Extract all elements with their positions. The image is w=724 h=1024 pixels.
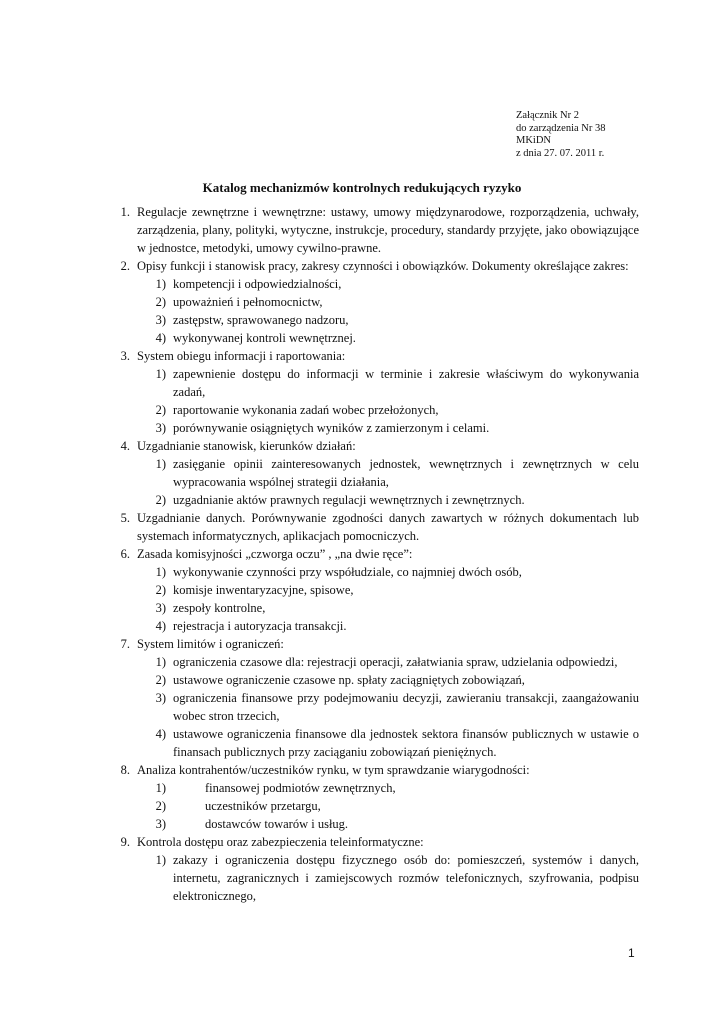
annex-line: z dnia 27. 07. 2011 r. [516,147,605,159]
list-item-number: 3. [120,349,130,363]
sub-list-item [130,581,639,599]
sub-list-item [130,689,639,725]
list-item [90,203,639,257]
list-item-text: System limitów i ograniczeń: [137,637,284,651]
sub-item-number: 2) [155,295,166,309]
list-item-text: Zasada komisyjności „czworga oczu” , „na dwie ręce”: [137,547,413,561]
annex-line: do zarządzenia Nr 38 [516,122,606,134]
sub-item-text: uczestników przetargu, [205,799,321,813]
sub-item-number: 2) [155,583,166,597]
sub-list-item [130,401,639,419]
sub-item-text: finansowej podmiotów zewnętrznych, [205,781,396,795]
list-item-text: Uzgadnianie stanowisk, kierunków działań: [137,439,356,453]
sub-item-text: uzgadnianie aktów prawnych regulacji wewnętrznych i zewnętrznych. [173,493,525,507]
sub-item-number: 3) [155,313,166,327]
sub-item-text: ustawowe ograniczenia finansowe dla jednostek sektora finansów publicznych w ustawie o finansach publicznych przy zaciąganiu zobowiązań pieniężnych. [173,727,639,759]
sub-item-number: 2) [155,673,166,687]
sub-list-item [130,293,639,311]
sub-item-text: rejestracja i autoryzacja transakcji. [173,619,347,633]
sub-item-number: 1) [155,853,166,867]
list-item-text: Kontrola dostępu oraz zabezpieczenia teleinformatyczne: [137,835,424,849]
list-item [90,437,639,455]
sub-item-text: dostawców towarów i usług. [205,817,349,831]
sub-list-item [130,491,639,509]
sub-list-item [130,365,639,401]
sub-item-number: 1) [155,781,166,795]
sub-list-item [130,275,639,293]
sub-list-item [130,797,639,815]
list-item-text: Regulacje zewnętrzne i wewnętrzne: ustawy, umowy międzynarodowe, rozporządzenia, uchwały, zarządzenia, plany, polityki, wytyczne, instrukcje, procedury, standardy przyjęte, jako obowiązujące w jednostce, metodyki, umowy cywilno-prawne. [137,205,639,255]
sub-item-text: wykonywanie czynności przy współudziale, co najmniej dwóch osób, [173,565,522,579]
list-item [90,347,639,365]
sub-item-text: ograniczenia finansowe przy podejmowaniu decyzji, zawieraniu transakcji, zaangażowaniu wobec stron trzecich, [173,691,639,723]
sub-list-item [130,419,639,437]
list-item [90,635,639,653]
list-item [90,257,639,275]
sub-list-item [130,671,639,689]
sub-list-item [130,653,639,671]
sub-item-text: ustawowe ograniczenie czasowe np. spłaty zaciągniętych zobowiązań, [173,673,525,687]
sub-item-text: wykonywanej kontroli wewnętrznej. [173,331,356,345]
sub-item-text: zapewnienie dostępu do informacji w terminie i zakresie właściwym do wykonywania zadań, [173,367,639,399]
list-item-number: 9. [120,835,130,849]
sub-item-text: komisje inwentaryzacyjne, spisowe, [173,583,354,597]
list-item-number: 5. [120,511,130,525]
list-item-number: 2. [120,259,130,273]
sub-item-text: porównywanie osiągniętych wyników z zamierzonym i celami. [173,421,490,435]
list-item-text: Uzgadnianie danych. Porównywanie zgodności danych zawartych w różnych dokumentach lub systemach informatycznych, aplikacjach pomocniczych. [137,511,639,543]
sub-item-text: zespoły kontrolne, [173,601,266,615]
sub-item-number: 1) [155,655,166,669]
annex-line: MKiDN [516,135,552,146]
list-item-number: 4. [120,439,130,453]
sub-list-item [130,815,639,833]
list-item-number: 7. [120,637,130,651]
list-item-number: 8. [120,763,130,777]
list-item-text: Analiza kontrahentów/uczestników rynku, w tym sprawdzanie wiarygodności: [137,763,530,777]
sub-item-number: 3) [155,601,166,615]
sub-item-number: 3) [155,817,166,831]
page-number: 1 [628,946,635,960]
sub-item-text: zasięganie opinii zainteresowanych jednostek, wewnętrznych i zewnętrznych w celu wypracowania wspólnej strategii działania, [173,457,639,489]
sub-list-item [130,725,639,761]
sub-list-item [130,311,639,329]
sub-item-text: raportowanie wykonania zadań wobec przełożonych, [173,403,439,417]
sub-item-number: 4) [155,619,166,633]
sub-item-text: zakazy i ograniczenia dostępu fizycznego osób do: pomieszczeń, systemów i danych, internetu, zagranicznych i zamiejscowych rozmów telefonicznych, szyfrowania, podpisu elektronicznego, [173,853,639,903]
sub-item-text: zastępstw, sprawowanego nadzoru, [173,313,349,327]
sub-item-number: 1) [155,277,166,291]
list-item [90,761,639,779]
list-item-text: System obiegu informacji i raportowania: [137,349,346,363]
sub-item-number: 2) [155,799,166,813]
sub-item-number: 2) [155,403,166,417]
sub-item-number: 4) [155,727,166,741]
annex-header [516,110,606,160]
sub-item-number: 1) [155,367,166,381]
sub-item-number: 1) [155,457,166,471]
sub-list-item [130,779,639,797]
sub-item-text: kompetencji i odpowiedzialności, [173,277,342,291]
list-item-text: Opisy funkcji i stanowisk pracy, zakresy czynności i obowiązków. Dokumenty określające zakres: [137,259,629,273]
sub-item-number: 2) [155,493,166,507]
list-item-number: 6. [120,547,130,561]
list-item [90,833,639,851]
list-item [90,545,639,563]
sub-list-item [130,563,639,581]
sub-list-item [130,617,639,635]
list-item [90,509,639,545]
sub-item-text: ograniczenia czasowe dla: rejestracji operacji, załatwiania spraw, udzielania odpowiedzi, [173,655,618,669]
sub-item-number: 4) [155,331,166,345]
annex-line: Załącznik Nr 2 [516,110,579,121]
document-title: Katalog mechanizmów kontrolnych redukujących ryzyko [202,180,522,195]
numbered-list [90,203,639,905]
sub-item-number: 3) [155,691,166,705]
list-item-number: 1. [120,205,130,219]
sub-item-number: 1) [155,565,166,579]
sub-list-item [130,329,639,347]
sub-list-item [130,851,639,905]
sub-list-item [130,599,639,617]
sub-item-text: upoważnień i pełnomocnictw, [173,295,323,309]
sub-item-number: 3) [155,421,166,435]
sub-list-item [130,455,639,491]
